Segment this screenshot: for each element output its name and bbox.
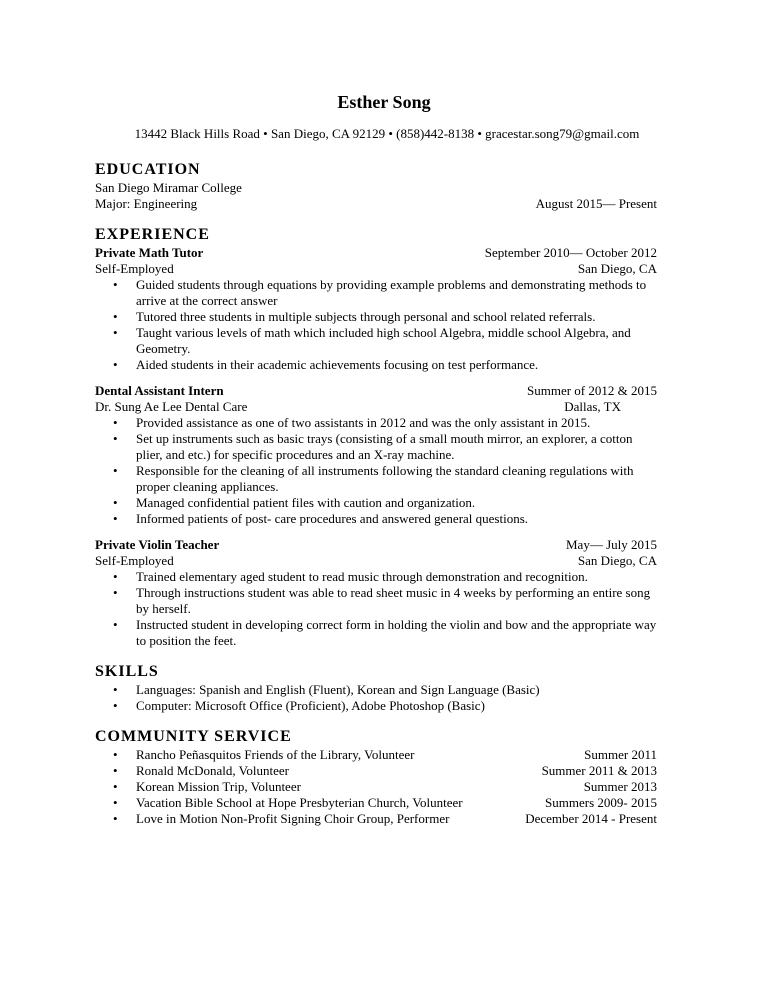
- job-location: San Diego, CA: [577, 553, 657, 568]
- community-text: Korean Mission Trip, Volunteer: [136, 779, 301, 794]
- community-date: December 2014 - Present: [525, 811, 657, 826]
- job-dates: Summer of 2012 & 2015: [527, 383, 657, 398]
- bullet-text: Trained elementary aged student to read music through demonstration and recognition.: [136, 569, 588, 584]
- job-entry: [95, 383, 657, 527]
- job-bullets: [95, 569, 657, 649]
- job-role: Private Math Tutor: [95, 245, 204, 260]
- bullet-icon: •: [113, 277, 118, 292]
- job-org-row: [95, 261, 657, 277]
- list-item: [95, 763, 657, 779]
- bullet-text: Aided students in their academic achievements focusing on test performance.: [136, 357, 539, 372]
- education-major: Major: Engineering: [95, 196, 198, 211]
- education-dates: August 2015— Present: [535, 196, 657, 211]
- job-org-row: [95, 399, 657, 415]
- skill-text: Computer: Microsoft Office (Proficient), Adobe Photoshop (Basic): [136, 698, 485, 713]
- experience-section: [95, 225, 657, 649]
- bullet-icon: •: [113, 415, 118, 430]
- skill-text: Languages: Spanish and English (Fluent), Korean and Sign Language (Basic): [136, 682, 540, 697]
- community-text: Vacation Bible School at Hope Presbyterian Church, Volunteer: [136, 795, 463, 810]
- list-item: [95, 811, 657, 827]
- bullet-text: Informed patients of post- care procedures and answered general questions.: [136, 511, 529, 526]
- bullet-text: Guided students through equations by providing example problems and demonstrating methods to arrive at the correct answer: [136, 277, 647, 308]
- bullet-text: Instructed student in developing correct form in holding the violin and bow and the appropriate way to position the feet.: [136, 617, 657, 648]
- job-title-row: [95, 537, 657, 553]
- job-location: Dallas, TX: [564, 399, 621, 414]
- bullet-icon: •: [113, 698, 118, 713]
- job-title-row: [95, 245, 657, 261]
- job-bullets: [95, 415, 657, 527]
- list-item: [95, 357, 657, 373]
- bullet-text: Through instructions student was able to read sheet music in 4 weeks by performing an entire song by herself.: [136, 585, 651, 616]
- bullet-icon: •: [113, 431, 118, 446]
- community-section: [95, 727, 657, 827]
- community-date: Summers 2009- 2015: [545, 795, 657, 810]
- bullet-text: Taught various levels of math which included high school Algebra, middle school Algebra, and Geometry.: [136, 325, 631, 356]
- job-org: Self-Employed: [95, 553, 174, 568]
- list-item: [95, 277, 657, 309]
- bullet-icon: •: [113, 569, 118, 584]
- job-org-row: [95, 553, 657, 569]
- list-item: [95, 569, 657, 585]
- list-item: [95, 779, 657, 795]
- bullet-icon: •: [113, 682, 118, 697]
- list-item: [95, 309, 657, 325]
- bullet-icon: •: [113, 463, 118, 478]
- list-item: [95, 415, 657, 431]
- list-item: [95, 795, 657, 811]
- bullet-icon: •: [113, 811, 118, 826]
- bullet-icon: •: [113, 617, 118, 632]
- job-location: San Diego, CA: [577, 261, 657, 276]
- bullet-icon: •: [113, 585, 118, 600]
- contact-line: 13442 Black Hills Road • San Diego, CA 92129 • (858)442-8138 • gracestar.song79@gmail.com: [134, 126, 640, 141]
- list-item: [95, 585, 657, 617]
- education-major-row: [95, 196, 657, 212]
- experience-heading: EXPERIENCE: [95, 226, 210, 243]
- bullet-text: Tutored three students in multiple subjects through personal and school related referrals.: [136, 309, 596, 324]
- job-role: Private Violin Teacher: [95, 537, 220, 552]
- list-item: [95, 617, 657, 649]
- list-item: [95, 463, 657, 495]
- community-date: Summer 2011 & 2013: [541, 763, 657, 778]
- job-dates: May— July 2015: [566, 537, 657, 552]
- job-dates: September 2010— October 2012: [484, 245, 657, 260]
- list-item: [95, 698, 657, 714]
- community-date: Summer 2013: [583, 779, 657, 794]
- bullet-icon: •: [113, 309, 118, 324]
- bullet-text: Managed confidential patient files with caution and organization.: [136, 495, 476, 510]
- job-role: Dental Assistant Intern: [95, 383, 224, 398]
- community-text: Ronald McDonald, Volunteer: [136, 763, 289, 778]
- bullet-text: Set up instruments such as basic trays (consisting of a small mouth mirror, an explorer, a cotton plier, and etc.) for specific procedures and an X-ray machine.: [136, 431, 633, 462]
- community-date: Summer 2011: [584, 747, 657, 762]
- community-text: Rancho Peñasquitos Friends of the Library, Volunteer: [136, 747, 415, 762]
- resume-name: Esther Song: [337, 92, 431, 112]
- community-text: Love in Motion Non-Profit Signing Choir Group, Performer: [136, 811, 450, 826]
- bullet-icon: •: [113, 747, 118, 762]
- bullet-icon: •: [113, 495, 118, 510]
- list-item: [95, 431, 657, 463]
- education-section: [95, 160, 657, 212]
- job-bullets: [95, 277, 657, 373]
- list-item: [95, 511, 657, 527]
- skills-list: [95, 682, 657, 714]
- list-item: [95, 325, 657, 357]
- bullet-icon: •: [113, 795, 118, 810]
- skills-heading: SKILLS: [95, 663, 159, 680]
- job-org: Self-Employed: [95, 261, 174, 276]
- education-heading: EDUCATION: [95, 161, 201, 178]
- bullet-icon: •: [113, 763, 118, 778]
- job-entry: [95, 245, 657, 373]
- bullet-text: Responsible for the cleaning of all instruments following the standard cleaning regulations with proper cleaning appliances.: [136, 463, 634, 494]
- community-list: [95, 747, 657, 827]
- skills-section: [95, 662, 657, 714]
- bullet-icon: •: [113, 779, 118, 794]
- list-item: [95, 747, 657, 763]
- list-item: [95, 495, 657, 511]
- bullet-icon: •: [113, 325, 118, 340]
- job-org: Dr. Sung Ae Lee Dental Care: [95, 399, 248, 414]
- job-entry: [95, 537, 657, 649]
- education-school: San Diego Miramar College: [95, 180, 242, 195]
- resume-content: [95, 160, 657, 827]
- bullet-icon: •: [113, 357, 118, 372]
- job-title-row: [95, 383, 657, 399]
- bullet-text: Provided assistance as one of two assistants in 2012 and was the only assistant in 2015.: [136, 415, 591, 430]
- bullet-icon: •: [113, 511, 118, 526]
- list-item: [95, 682, 657, 698]
- community-heading: COMMUNITY SERVICE: [95, 728, 292, 745]
